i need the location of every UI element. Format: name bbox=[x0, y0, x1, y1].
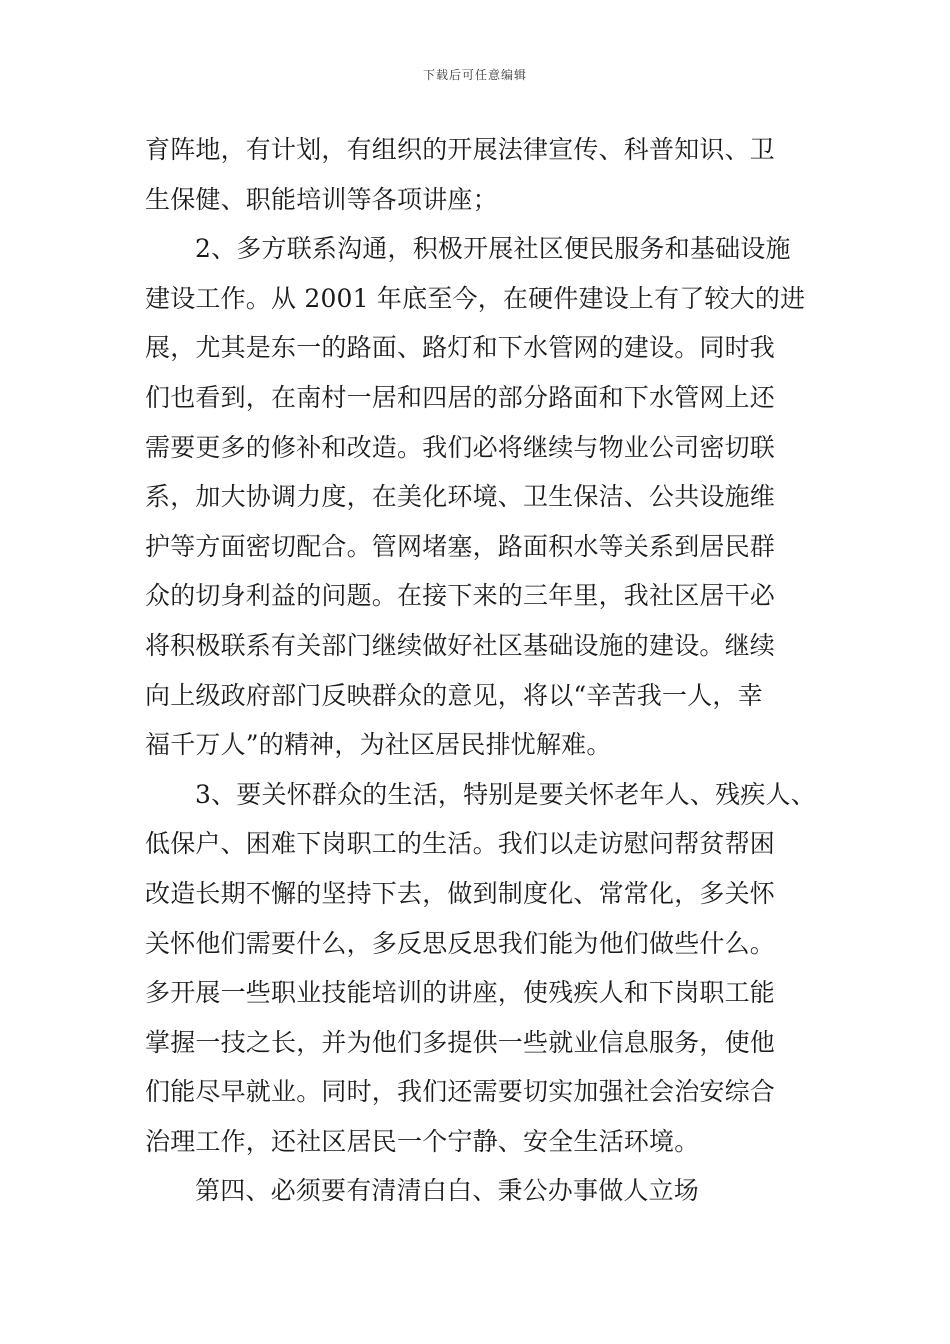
text-line: 福千万人”的精神，为社区居民排忧解难。 bbox=[145, 730, 612, 760]
text-line: 低保户、困难下岗职工的生活。我们以走访慰问帮贫帮困 bbox=[145, 829, 776, 859]
text-line: 治理工作，还社区居民一个宁静、安全生活环境。 bbox=[145, 1126, 700, 1156]
text-line: 改造长期不懈的坚持下去，做到制度化、常常化，多关怀 bbox=[145, 878, 776, 908]
text-line: 系，加大协调力度，在美化环境、卫生保洁、公共设施维 bbox=[145, 482, 776, 512]
text-line: 将积极联系有关部门继续做好社区基础设施的建设。继续 bbox=[145, 630, 776, 660]
text-line: 多开展一些职业技能培训的讲座，使残疾人和下岗职工能 bbox=[145, 978, 776, 1008]
text-line: 2、多方联系沟通，积极开展社区便民服务和基础设施 bbox=[195, 234, 791, 264]
text-line: 掌握一技之长，并为他们多提供一些就业信息服务，使他 bbox=[145, 1027, 776, 1057]
page-header: 下载后可任意编辑 bbox=[422, 68, 527, 82]
text-line: 关怀他们需要什么，多反思反思我们能为他们做些什么。 bbox=[145, 928, 776, 958]
text-line: 建设工作。从 2001 年底至今，在硬件建设上有了较大的进 bbox=[145, 283, 806, 313]
text-line: 众的切身利益的问题。在接下来的三年里，我社区居干必 bbox=[145, 581, 776, 611]
document-body bbox=[145, 125, 825, 1216]
text-line: 生保健、职能培训等各项讲座； bbox=[145, 184, 498, 214]
text-line: 3、要关怀群众的生活，特别是要关怀老年人、残疾人、 bbox=[195, 779, 816, 809]
text-line: 第四、必须要有清清白白、秉公办事做人立场 bbox=[195, 1176, 700, 1206]
text-line: 们能尽早就业。同时，我们还需要切实加强社会治安综合 bbox=[145, 1077, 776, 1107]
text-line: 展，尤其是东一的路面、路灯和下水管网的建设。同时我 bbox=[145, 333, 776, 363]
text-line: 育阵地，有计划，有组织的开展法律宣传、科普知识、卫 bbox=[145, 135, 776, 164]
text-line: 向上级政府部门反映群众的意见，将以“辛苦我一人，幸 bbox=[145, 680, 763, 710]
text-line: 护等方面密切配合。管网堵塞，路面积水等关系到居民群 bbox=[145, 531, 776, 561]
text-line: 需要更多的修补和改造。我们必将继续与物业公司密切联 bbox=[145, 432, 776, 462]
text-line: 们也看到，在南村一居和四居的部分路面和下水管网上还 bbox=[145, 382, 776, 412]
